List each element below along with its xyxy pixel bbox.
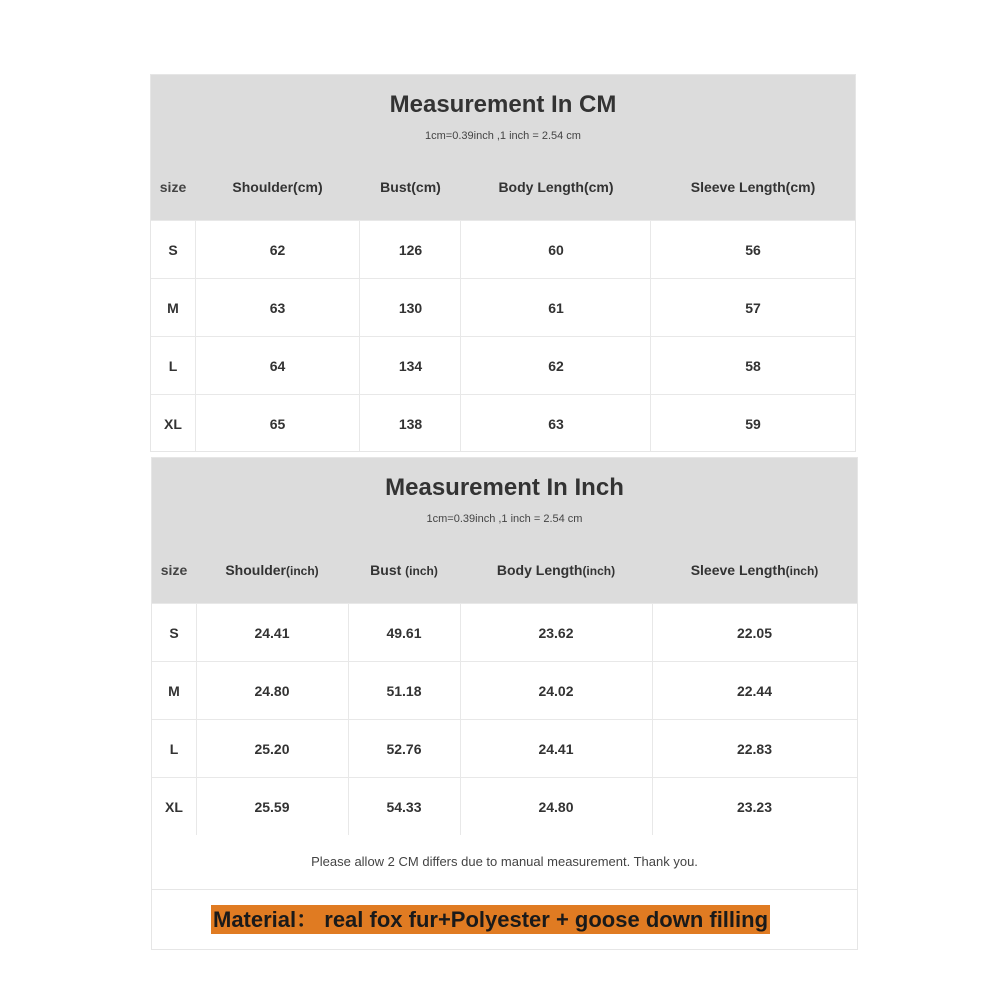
column-header-sleeve-length <box>652 562 857 578</box>
sleeve-length-cell: 22.83 <box>736 741 773 757</box>
body-length-cell: 23.62 <box>538 625 574 641</box>
shoulder-cell: 63 <box>269 300 286 316</box>
column-header-shoulder <box>196 562 348 578</box>
table-row <box>151 220 855 279</box>
body-length-cell: 24.80 <box>538 799 574 815</box>
size-cell: XL <box>164 416 182 432</box>
body-length-cell: 24.02 <box>538 683 574 699</box>
table-row <box>152 603 857 662</box>
column-header-size <box>152 562 196 578</box>
sleeve-length-cell: 56 <box>745 242 761 258</box>
sleeve-length-cell: 23.23 <box>736 799 773 815</box>
size-cell: L <box>169 741 179 757</box>
size-cell: M <box>168 683 180 699</box>
size-cell: S <box>168 242 178 258</box>
body-length-cell: 63 <box>548 416 564 432</box>
cm-table-subtitle: 1cm=0.39inch ,1 inch = 2.54 cm <box>425 130 581 142</box>
bust-cell: 138 <box>398 416 423 432</box>
inch-table-subtitle: 1cm=0.39inch ,1 inch = 2.54 cm <box>426 513 583 525</box>
inch-table <box>151 457 858 836</box>
sleeve-length-cell: 22.44 <box>736 683 773 699</box>
column-header-body-length: Body Length(cm) <box>498 179 614 195</box>
bust-cell: 134 <box>398 358 423 374</box>
column-header-shoulder: Shoulder(cm) <box>232 179 323 195</box>
column-header-label: Bust <box>370 562 406 578</box>
cm-table-title: Measurement In CM <box>389 91 617 118</box>
table-row <box>151 394 855 453</box>
table-row <box>152 777 857 836</box>
material-label: Material： real fox fur+Polyester + goose down filling <box>213 907 769 932</box>
column-header-label: Shoulder <box>225 562 286 578</box>
measurement-note: Please allow 2 CM differs due to manual measurement. Thank you. <box>151 835 858 890</box>
shoulder-cell: 25.59 <box>254 799 290 815</box>
bust-cell: 51.18 <box>386 683 422 699</box>
size-cell: S <box>169 625 179 641</box>
bust-cell: 49.61 <box>386 625 422 641</box>
column-header-size: size <box>159 179 187 195</box>
sleeve-length-cell: 58 <box>745 358 761 374</box>
bust-cell: 130 <box>398 300 423 316</box>
table-row <box>151 336 855 395</box>
table-row <box>152 719 857 778</box>
column-header-body-length <box>460 562 652 578</box>
size-cell: L <box>168 358 178 374</box>
cm-table <box>150 74 856 452</box>
body-length-cell: 62 <box>548 358 564 374</box>
shoulder-cell: 24.41 <box>254 625 290 641</box>
column-header-unit: (inch) <box>286 564 319 578</box>
sleeve-length-cell: 59 <box>745 416 761 432</box>
body-length-cell: 60 <box>548 242 564 258</box>
bust-cell: 52.76 <box>386 741 422 757</box>
material-section <box>151 889 858 950</box>
column-header-unit: (inch) <box>785 564 819 578</box>
shoulder-cell: 25.20 <box>254 741 290 757</box>
bust-cell: 126 <box>398 242 423 258</box>
column-header-sleeve-length: Sleeve Length(cm) <box>690 179 816 195</box>
shoulder-cell: 65 <box>269 416 286 432</box>
table-row <box>151 278 855 337</box>
sleeve-length-cell: 22.05 <box>736 625 773 641</box>
column-header-label: size <box>160 562 188 578</box>
inch-table-title: Measurement In Inch <box>385 474 624 501</box>
table-row <box>152 661 857 720</box>
size-cell: XL <box>165 799 183 815</box>
column-header-bust <box>348 562 460 578</box>
body-length-cell: 24.41 <box>538 741 574 757</box>
column-header-unit: (inch) <box>582 564 616 578</box>
cm-table-header <box>151 75 855 220</box>
shoulder-cell: 64 <box>269 358 286 374</box>
body-length-cell: 61 <box>548 300 564 316</box>
column-header-label: Body Length <box>496 562 583 578</box>
size-cell: M <box>167 300 179 316</box>
column-header-unit: (inch) <box>405 564 438 578</box>
bust-cell: 54.33 <box>386 799 422 815</box>
shoulder-cell: 62 <box>269 242 286 258</box>
inch-table-header <box>152 458 857 603</box>
column-header-bust: Bust(cm) <box>380 179 441 195</box>
sleeve-length-cell: 57 <box>745 300 761 316</box>
shoulder-cell: 24.80 <box>254 683 290 699</box>
column-header-label: Sleeve Length <box>690 562 786 578</box>
